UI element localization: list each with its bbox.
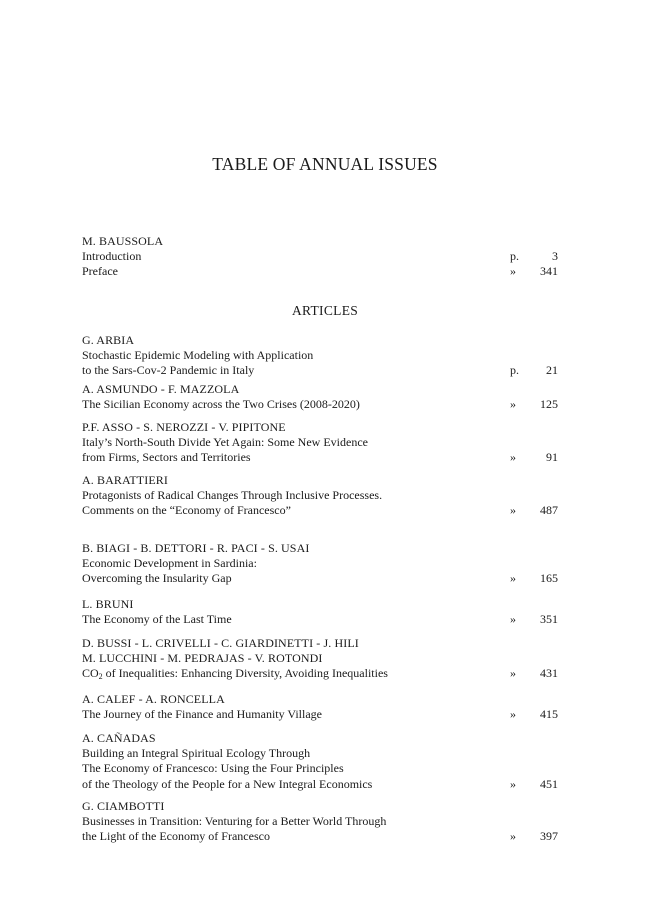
entry-title-line: The Journey of the Finance and Humanity Village » 415 [82, 707, 558, 722]
entry-title-line: Comments on the “Economy of Francesco” » 487 [82, 503, 558, 518]
front-matter [82, 234, 558, 280]
page-number: 125 [540, 397, 558, 412]
entry-title: Introduction [82, 249, 142, 264]
page-number: 451 [540, 776, 558, 791]
toc-entry [82, 382, 558, 412]
page-ref [510, 363, 558, 378]
entry-title-line: Protagonists of Radical Changes Through Inclusive Processes. [82, 488, 383, 503]
page-prefix: » [510, 776, 516, 791]
page-ref [510, 777, 558, 792]
entry-author: A. ASMUNDO - F. MAZZOLA [82, 382, 240, 396]
entry-title-line: to the Sars-Cov-2 Pandemic in Italy p. 21 [82, 363, 558, 378]
page-prefix: » [510, 450, 516, 465]
toc-entry [82, 420, 558, 466]
entry-author: G. CIAMBOTTI [82, 799, 165, 813]
page-ref [510, 571, 558, 586]
page-prefix: » [510, 612, 516, 627]
page-prefix: » [510, 397, 516, 412]
entry-title-line: The Economy of Francesco: Using the Four Principles [82, 761, 344, 776]
entry-title-line: of the Theology of the People for a New Integral Economics » 451 [82, 776, 558, 791]
page-ref [510, 612, 558, 627]
entry-author: G. ARBIA [82, 333, 135, 347]
page-number: 351 [540, 612, 558, 627]
entry-title-line: the Light of the Economy of Francesco » 397 [82, 829, 558, 844]
entry-title-line: from Firms, Sectors and Territories » 91 [82, 450, 558, 465]
page-number: 431 [540, 666, 558, 681]
page-ref [510, 249, 558, 264]
entry-title: Preface [82, 264, 118, 279]
page-ref [510, 450, 558, 465]
page-prefix: » [510, 264, 516, 279]
page-prefix: » [510, 829, 516, 844]
section-heading-articles: ARTICLES [291, 303, 359, 318]
entry-title-line: Building an Integral Spiritual Ecology Through [82, 746, 311, 761]
toc-entry [82, 799, 558, 845]
page-prefix: » [510, 666, 516, 681]
entry-title-line: The Economy of the Last Time » 351 [82, 612, 558, 627]
toc-entry [82, 597, 558, 627]
entry-author: A. BARATTIERI [82, 473, 168, 487]
toc-entry [82, 541, 558, 587]
page-number: 415 [540, 707, 558, 722]
page-number: 91 [546, 450, 558, 465]
entry-author: A. CALEF - A. RONCELLA [82, 692, 225, 706]
entry-title-line: Stochastic Epidemic Modeling with Application [82, 348, 314, 363]
entry-title-line: Italy’s North-South Divide Yet Again: Some New Evidence [82, 435, 368, 450]
toc-entry [82, 731, 558, 792]
toc-entry-front [82, 234, 558, 280]
page-ref [510, 397, 558, 412]
page-number: 341 [540, 264, 558, 279]
entry-title-line: Businesses in Transition: Venturing for a Better World Through [82, 814, 387, 829]
page-prefix: p. [510, 249, 519, 264]
page-ref [510, 264, 558, 279]
toc-entry [82, 473, 558, 519]
page-ref [510, 829, 558, 844]
entry-title-line: Overcoming the Insularity Gap » 165 [82, 571, 558, 586]
entry-author: P.F. ASSO - S. NEROZZI - V. PIPITONE [82, 420, 286, 434]
entry-author: D. BUSSI - L. CRIVELLI - C. GIARDINETTI - J. HILI [82, 636, 359, 650]
entry-author: M. LUCCHINI - M. PEDRAJAS - V. ROTONDI [82, 651, 323, 666]
entry-title-line: $CO_2$ of Inequalities: Enhancing Diversity, Avoiding Inequalities » 431 [82, 666, 558, 682]
page-ref [510, 707, 558, 722]
page-number: 397 [540, 829, 558, 844]
entry-title-line: Economic Development in Sardinia: [82, 556, 257, 571]
toc-entry [82, 333, 558, 379]
page-number: 165 [540, 571, 558, 586]
page-number: 3 [552, 249, 558, 264]
page-ref [510, 666, 558, 681]
page-prefix: » [510, 707, 516, 722]
entry-author: L. BRUNI [82, 597, 134, 611]
page-prefix: » [510, 571, 516, 586]
entry-author: M. BAUSSOLA [82, 234, 164, 248]
entry-row-preface [82, 264, 558, 279]
page-title: TABLE OF ANNUAL ISSUES [212, 154, 438, 174]
entry-author: B. BIAGI - B. DETTORI - R. PACI - S. USAI [82, 541, 310, 555]
page-number: 21 [546, 363, 558, 378]
entry-title-line: The Sicilian Economy across the Two Crises (2008-2020) » 125 [82, 397, 558, 412]
entry-author: A. CAÑADAS [82, 731, 156, 745]
toc-entry [82, 636, 558, 682]
page-number: 487 [540, 503, 558, 518]
page-ref [510, 503, 558, 518]
toc-entry [82, 692, 558, 722]
page-prefix: » [510, 503, 516, 518]
entry-row-introduction [82, 249, 558, 264]
page-prefix: p. [510, 363, 519, 378]
